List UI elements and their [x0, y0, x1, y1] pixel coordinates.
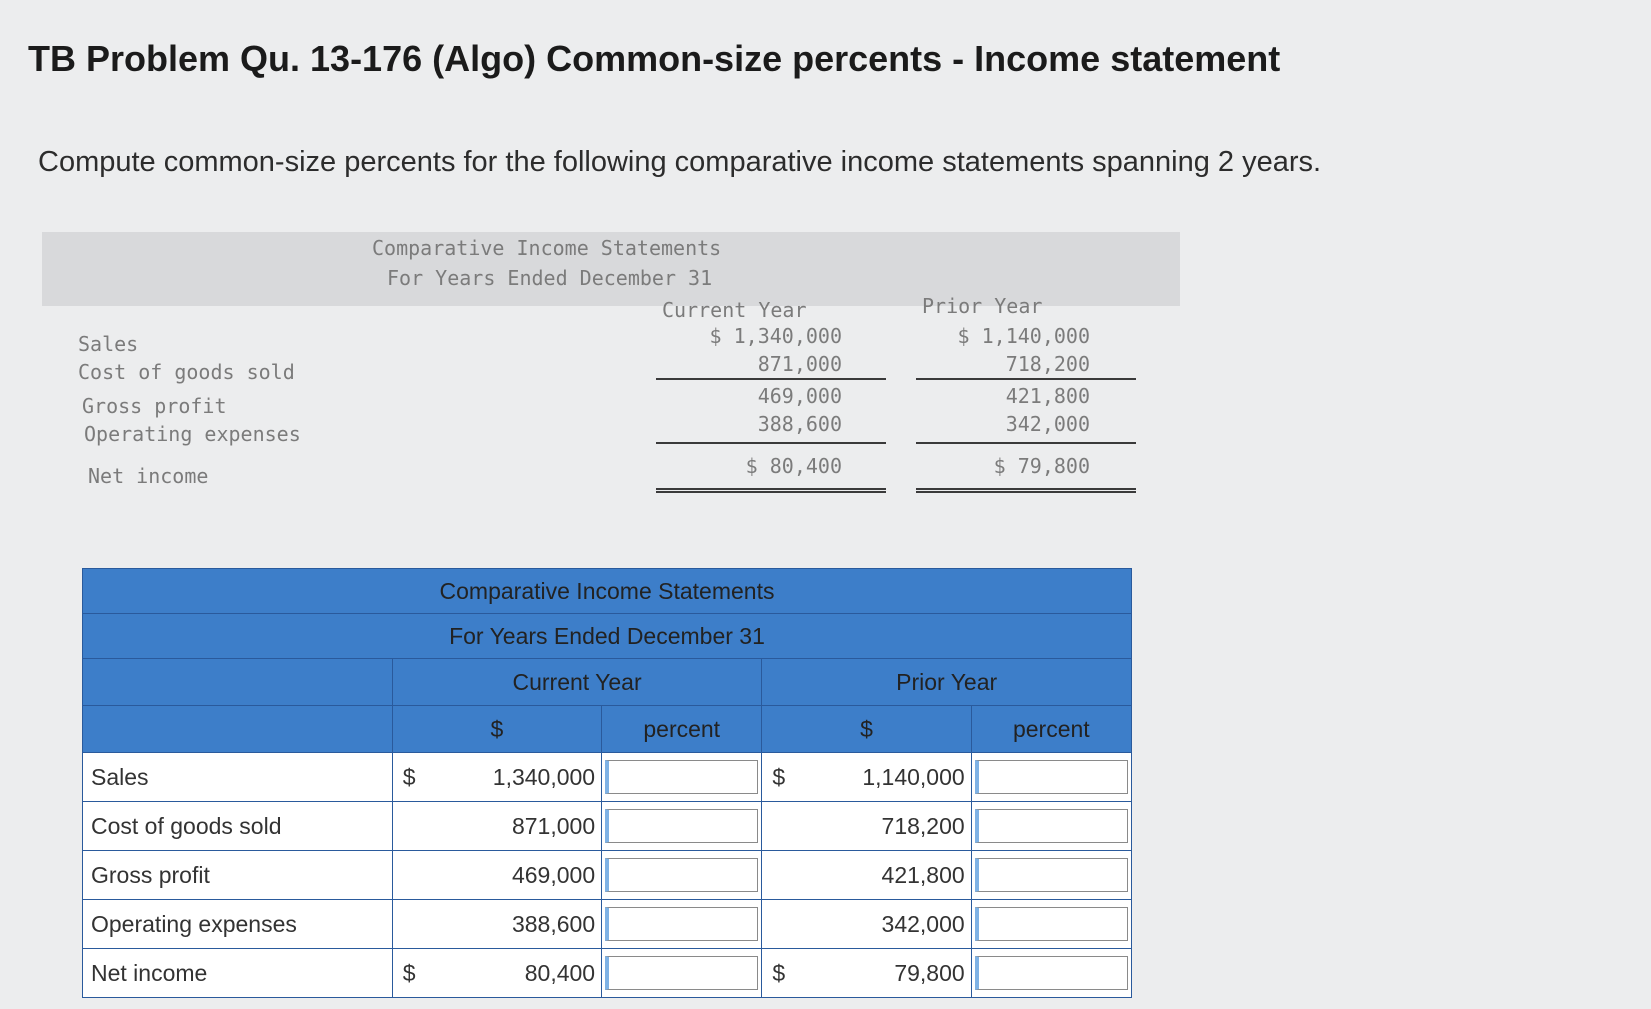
statement-row-label: Gross profit [82, 394, 227, 418]
statement-current-value: $ 80,400 [745, 454, 842, 478]
subtotal-rule [656, 442, 886, 444]
subtotal-rule [656, 378, 886, 380]
subheader-dollar-prior: $ [762, 706, 971, 753]
sales-current-percent-input[interactable] [605, 760, 758, 794]
statement-row-label: Operating expenses [84, 422, 301, 446]
cogs-current-percent-input[interactable] [605, 809, 758, 843]
statement-prior-value: 718,200 [1005, 352, 1090, 376]
gross-profit-current-percent-input[interactable] [605, 858, 758, 892]
table-row [83, 753, 1132, 802]
subheader-dollar-current: $ [392, 706, 601, 753]
row-label: Sales [83, 753, 393, 802]
currency-symbol [392, 900, 430, 949]
statement-prior-value: 342,000 [1005, 412, 1090, 436]
answer-table-subtitle: For Years Ended December 31 [83, 614, 1132, 659]
subtotal-rule [916, 442, 1136, 444]
subtotal-rule [916, 378, 1136, 380]
table-row [83, 949, 1132, 998]
total-double-rule [656, 488, 886, 493]
currency-symbol: $ [392, 753, 430, 802]
statement-current-value: 388,600 [757, 412, 842, 436]
cogs-prior-percent-input[interactable] [975, 809, 1128, 843]
currency-symbol [392, 851, 430, 900]
gross-profit-prior-percent-input[interactable] [975, 858, 1128, 892]
table-row [83, 802, 1132, 851]
currency-symbol [392, 802, 430, 851]
statement-prior-value: 421,800 [1005, 384, 1090, 408]
operating-expenses-current-percent-input[interactable] [605, 907, 758, 941]
prior-amount: 79,800 [800, 949, 971, 998]
header-spacer [83, 706, 393, 753]
prior-amount: 718,200 [800, 802, 971, 851]
problem-title: TB Problem Qu. 13-176 (Algo) Common-size percents - Income statement [28, 38, 1281, 79]
statement-prior-value: $ 1,140,000 [957, 324, 1090, 348]
statement-current-value: 871,000 [757, 352, 842, 376]
statement-row-label: Net income [88, 464, 209, 488]
row-label: Operating expenses [83, 900, 393, 949]
row-label: Cost of goods sold [83, 802, 393, 851]
operating-expenses-prior-percent-input[interactable] [975, 907, 1128, 941]
common-size-answer-table [82, 568, 1132, 998]
prior-amount: 1,140,000 [800, 753, 971, 802]
net-income-prior-percent-input[interactable] [975, 956, 1128, 990]
statement-row-label: Cost of goods sold [78, 360, 295, 384]
header-prior-year: Prior Year [762, 659, 1132, 706]
currency-symbol [762, 802, 800, 851]
statement-col-current: Current Year [662, 298, 807, 322]
total-double-rule [916, 488, 1136, 493]
header-spacer [83, 659, 393, 706]
subheader-percent-current: percent [602, 706, 762, 753]
sales-prior-percent-input[interactable] [975, 760, 1128, 794]
statement-prior-value: $ 79,800 [993, 454, 1090, 478]
current-amount: 388,600 [431, 900, 602, 949]
currency-symbol: $ [392, 949, 430, 998]
subheader-percent-prior: percent [971, 706, 1131, 753]
net-income-current-percent-input[interactable] [605, 956, 758, 990]
statement-subtitle: For Years Ended December 31 [387, 266, 713, 290]
prior-amount: 342,000 [800, 900, 971, 949]
current-amount: 80,400 [431, 949, 602, 998]
row-label: Gross profit [83, 851, 393, 900]
current-amount: 469,000 [431, 851, 602, 900]
table-row [83, 851, 1132, 900]
currency-symbol [762, 851, 800, 900]
prior-amount: 421,800 [800, 851, 971, 900]
header-current-year: Current Year [392, 659, 762, 706]
statement-current-value: 469,000 [757, 384, 842, 408]
answer-table-title: Comparative Income Statements [83, 569, 1132, 614]
currency-symbol [762, 900, 800, 949]
statement-col-prior: Prior Year [922, 294, 1043, 318]
table-row [83, 900, 1132, 949]
statement-current-value: $ 1,340,000 [709, 324, 842, 348]
current-amount: 871,000 [431, 802, 602, 851]
row-label: Net income [83, 949, 393, 998]
statement-row-label: Sales [78, 332, 139, 356]
currency-symbol: $ [762, 949, 800, 998]
instruction-text: Compute common-size percents for the following comparative income statements spanning 2 years. [38, 146, 1322, 178]
statement-title: Comparative Income Statements [372, 236, 722, 260]
current-amount: 1,340,000 [431, 753, 602, 802]
given-income-statement [42, 232, 1180, 522]
currency-symbol: $ [762, 753, 800, 802]
